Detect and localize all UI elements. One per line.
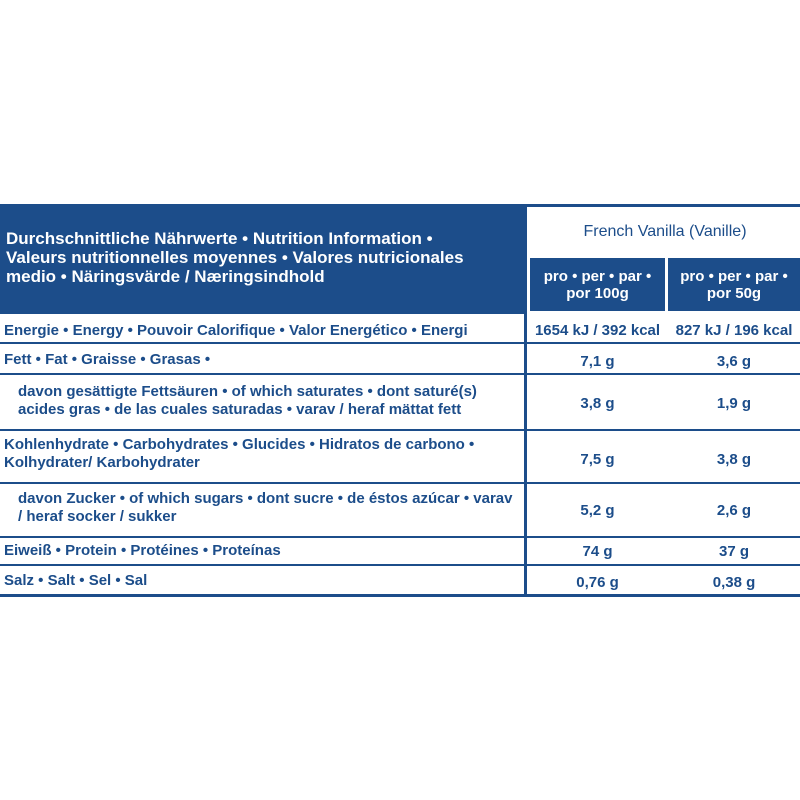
column-header-line: pro • per • par • [543, 267, 652, 285]
row-label: davon gesättigte Fettsäuren • of which saturates • dont saturé(s) acides gras • de las cuales saturadas • varav / heraf mättat fett [18, 383, 477, 418]
header-title-line: medio • Näringsvärde / Næringsindhold [6, 267, 325, 286]
row-divider [0, 342, 800, 344]
value-per-100g: 1654 kJ / 392 kcal [534, 322, 661, 339]
column-header-line: pro • per • par • [680, 267, 788, 285]
table-row-salt [0, 569, 800, 595]
value-per-100g: 7,5 g [580, 451, 615, 468]
column-header-line: por 100g [566, 284, 629, 302]
column-header-per-100g [530, 258, 665, 311]
value-per-50g: 3,6 g [716, 353, 752, 370]
row-label: Eiweiß • Protein • Protéines • Proteínas [4, 542, 281, 559]
row-label: Salz • Salt • Sel • Sal [4, 572, 148, 589]
table-row-protein [0, 540, 800, 566]
row-divider [0, 429, 800, 431]
row-divider [0, 564, 800, 566]
value-per-100g: 74 g [582, 543, 613, 560]
value-per-50g: 2,6 g [716, 502, 752, 519]
row-divider [0, 536, 800, 538]
row-label: Fett • Fat • Graisse • Grasas • [4, 351, 211, 368]
column-header-per-50g [668, 258, 800, 311]
value-per-100g: 0,76 g [576, 574, 619, 591]
table-header [0, 207, 527, 314]
table-row-sugars [0, 486, 800, 536]
table-row-carbohydrates [0, 433, 800, 483]
header-title-line: Durchschnittliche Nährwerte • Nutrition Information • [6, 229, 433, 248]
value-per-50g: 827 kJ / 196 kcal [675, 322, 793, 339]
column-header-line: por 50g [706, 284, 762, 302]
value-per-50g: 1,9 g [716, 395, 752, 412]
value-per-50g: 0,38 g [712, 574, 756, 591]
nutrition-table [0, 204, 800, 597]
value-per-100g: 5,2 g [580, 502, 615, 519]
value-per-100g: 7,1 g [580, 353, 615, 370]
header-title-line: Valeurs nutritionnelles moyennes • Valores nutricionales [6, 248, 464, 267]
product-name: French Vanilla (Vanille) [583, 223, 747, 240]
row-divider [0, 373, 800, 375]
row-label: davon Zucker • of which sugars • dont sucre • de éstos azúcar • varav / heraf socker / sukker [18, 490, 513, 525]
row-label: Energie • Energy • Pouvoir Calorifique • Valor Energético • Energi [4, 322, 468, 339]
row-divider [0, 482, 800, 484]
value-per-50g: 37 g [718, 543, 749, 560]
table-row-saturates [0, 377, 800, 427]
table-row-fat [0, 348, 800, 374]
value-per-100g: 3,8 g [580, 395, 615, 412]
value-per-50g: 3,8 g [716, 451, 752, 468]
header-title [6, 229, 526, 286]
row-label: Kohlenhydrate • Carbohydrates • Glucides • Hidratos de carbono • Kolhydrater/ Karbohydrater [4, 436, 475, 471]
